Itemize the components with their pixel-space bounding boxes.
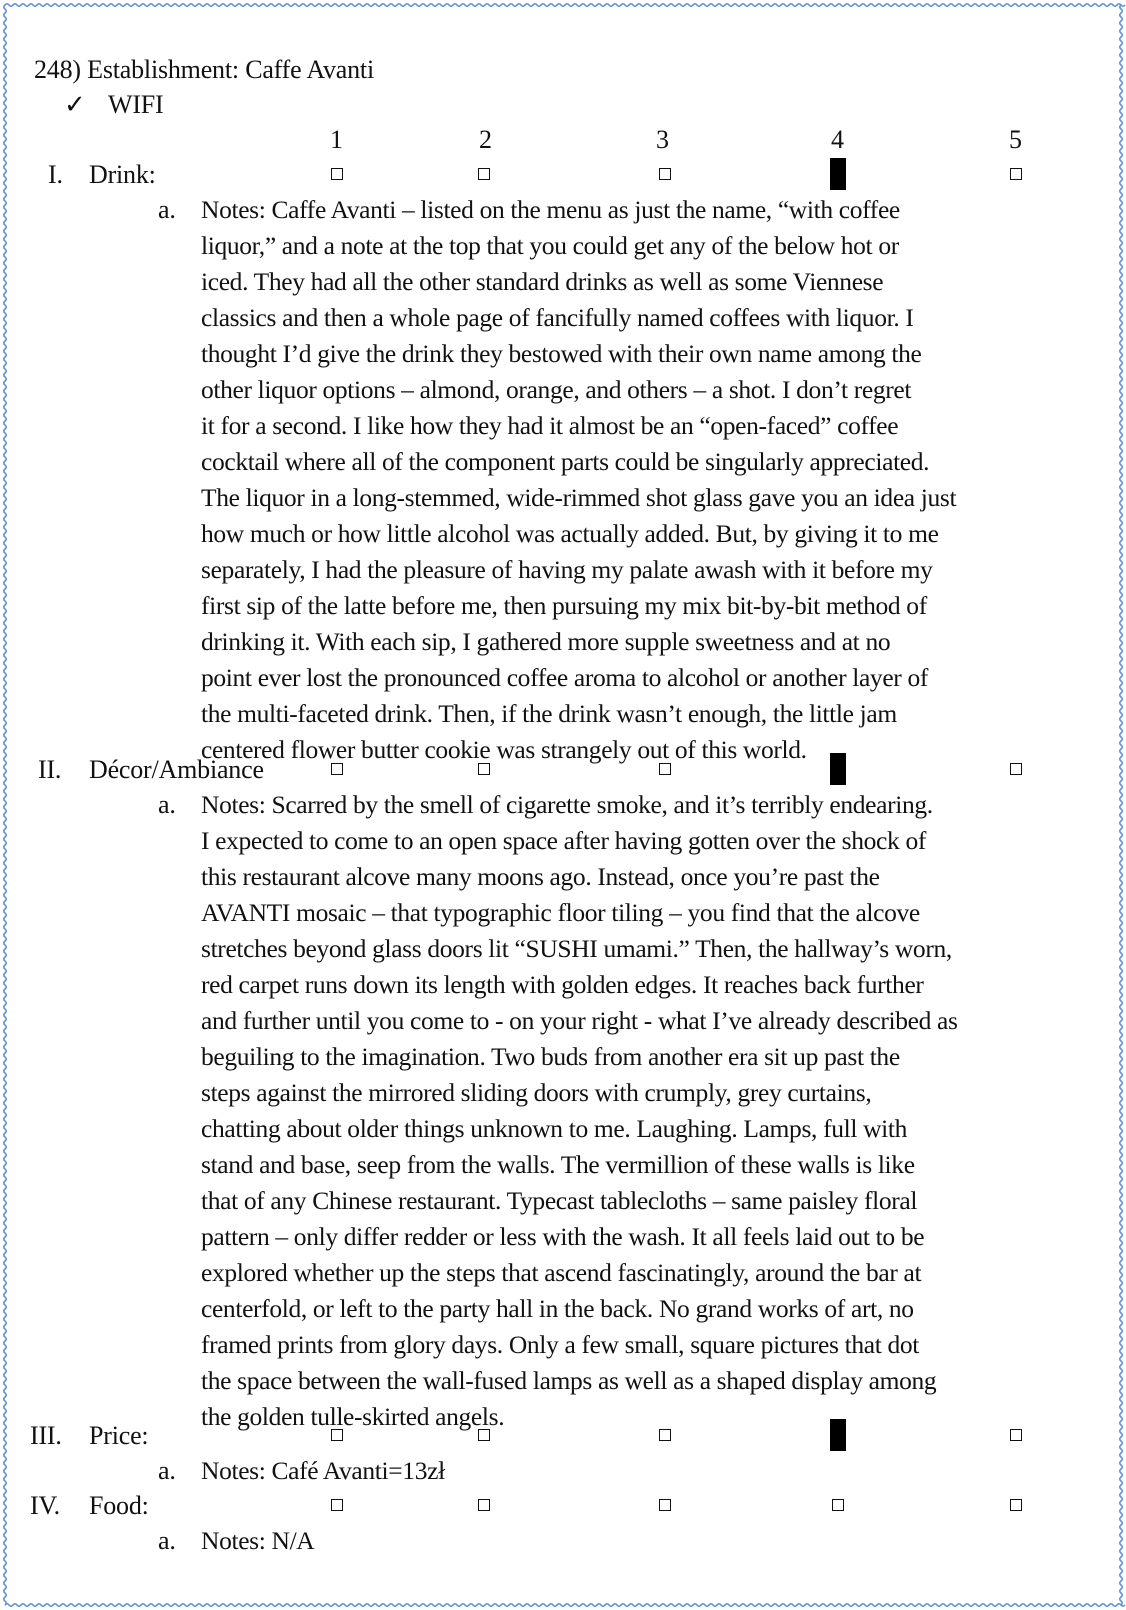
section-numeral: II. bbox=[38, 755, 62, 784]
notes-line: red carpet runs down its length with golden edges. It reaches back further bbox=[201, 970, 924, 999]
notes-line: Notes: Café Avanti=13zł bbox=[201, 1456, 445, 1485]
notes-line: the space between the wall-fused lamps as well as a shaped display among bbox=[201, 1366, 937, 1395]
rating-box-2[interactable] bbox=[478, 1499, 490, 1511]
notes-line: pattern – only differ redder or less with the wash. It all feels laid out to be bbox=[201, 1222, 925, 1251]
rating-box-2[interactable] bbox=[478, 1429, 490, 1441]
notes-line: separately, I had the pleasure of having my palate awash with it before my bbox=[201, 555, 933, 584]
notes-line: stand and base, seep from the walls. The vermillion of these walls is like bbox=[201, 1150, 915, 1179]
notes-marker: a. bbox=[158, 1526, 176, 1555]
rating-box-4-checked[interactable] bbox=[830, 753, 846, 785]
section-numeral: III. bbox=[30, 1421, 62, 1450]
notes-line: it for a second. I like how they had it almost be an “open-faced” coffee bbox=[201, 411, 899, 440]
scale-number-3: 3 bbox=[656, 125, 669, 154]
rating-box-5[interactable] bbox=[1010, 168, 1022, 180]
rating-box-5[interactable] bbox=[1010, 763, 1022, 775]
notes-marker: a. bbox=[158, 1456, 176, 1485]
rating-box-4-checked[interactable] bbox=[830, 158, 846, 190]
section-label-price: Price: bbox=[89, 1421, 149, 1450]
notes-price bbox=[201, 1453, 1106, 1489]
rating-box-3[interactable] bbox=[659, 168, 671, 180]
rating-box-1[interactable] bbox=[331, 1429, 343, 1441]
notes-line: Notes: Caffe Avanti – listed on the menu as just the name, “with coffee bbox=[201, 195, 900, 224]
scale-number-1: 1 bbox=[330, 125, 343, 154]
rating-box-3[interactable] bbox=[659, 1429, 671, 1441]
notes-marker: a. bbox=[158, 195, 176, 224]
notes-line: steps against the mirrored sliding doors with crumply, grey curtains, bbox=[201, 1078, 872, 1107]
notes-line: stretches beyond glass doors lit “SUSHI umami.” Then, the hallway’s worn, bbox=[201, 934, 952, 963]
section-numeral: IV. bbox=[30, 1491, 60, 1520]
notes-line: beguiling to the imagination. Two buds from another era sit up past the bbox=[201, 1042, 900, 1071]
scale-number-2: 2 bbox=[479, 125, 492, 154]
rating-box-1[interactable] bbox=[331, 763, 343, 775]
rating-box-2[interactable] bbox=[478, 168, 490, 180]
notes-line: centered flower butter cookie was strangely out of this world. bbox=[201, 735, 807, 764]
notes-line: iced. They had all the other standard drinks as well as some Viennese bbox=[201, 267, 884, 296]
rating-box-2[interactable] bbox=[478, 763, 490, 775]
notes-line: the multi-faceted drink. Then, if the drink wasn’t enough, the little jam bbox=[201, 699, 897, 728]
notes-food bbox=[201, 1523, 1106, 1559]
notes-line: framed prints from glory days. Only a few small, square pictures that dot bbox=[201, 1330, 920, 1359]
section-numeral: I. bbox=[48, 160, 63, 189]
entry-header: 248) Establishment: Caffe Avanti bbox=[34, 55, 374, 84]
scale-number-5: 5 bbox=[1009, 125, 1022, 154]
notes-line: first sip of the latte before me, then pursuing my mix bit-by-bit method of bbox=[201, 591, 927, 620]
rating-box-1[interactable] bbox=[331, 168, 343, 180]
section-label-decor: Décor/Ambiance bbox=[89, 755, 264, 784]
rating-box-3[interactable] bbox=[659, 1499, 671, 1511]
notes-line: explored whether up the steps that ascend fascinatingly, around the bar at bbox=[201, 1258, 922, 1287]
notes-line: and further until you come to - on your right - what I’ve already described as bbox=[201, 1006, 958, 1035]
wifi-label: WIFI bbox=[108, 90, 164, 119]
rating-box-5[interactable] bbox=[1010, 1499, 1022, 1511]
notes-marker: a. bbox=[158, 790, 176, 819]
notes-line: that of any Chinese restaurant. Typecast tablecloths – same paisley floral bbox=[201, 1186, 918, 1215]
notes-line: this restaurant alcove many moons ago. Instead, once you’re past the bbox=[201, 862, 880, 891]
section-label-drink: Drink: bbox=[89, 160, 156, 189]
scale-number-4: 4 bbox=[831, 125, 844, 154]
notes-line: thought I’d give the drink they bestowed with their own name among the bbox=[201, 339, 922, 368]
notes-line: the golden tulle-skirted angels. bbox=[201, 1402, 505, 1431]
notes-line: classics and then a whole page of fancifully named coffees with liquor. I bbox=[201, 303, 914, 332]
rating-box-5[interactable] bbox=[1010, 1429, 1022, 1441]
check-icon: ✓ bbox=[64, 90, 86, 119]
notes-line: other liquor options – almond, orange, and others – a shot. I don’t regret bbox=[201, 375, 912, 404]
rating-box-4-checked[interactable] bbox=[830, 1419, 846, 1451]
section-label-food: Food: bbox=[89, 1491, 149, 1520]
notes-line: I expected to come to an open space after having gotten over the shock of bbox=[201, 826, 926, 855]
notes-decor bbox=[201, 787, 1106, 1435]
notes-line: AVANTI mosaic – that typographic floor tiling – you find that the alcove bbox=[201, 898, 920, 927]
notes-line: Notes: Scarred by the smell of cigarette smoke, and it’s terribly endearing. bbox=[201, 790, 933, 819]
notes-line: cocktail where all of the component parts could be singularly appreciated. bbox=[201, 447, 930, 476]
notes-line: The liquor in a long-stemmed, wide-rimmed shot glass gave you an idea just bbox=[201, 483, 957, 512]
notes-line: centerfold, or left to the party hall in the back. No grand works of art, no bbox=[201, 1294, 914, 1323]
notes-drink bbox=[201, 192, 1106, 768]
notes-line: drinking it. With each sip, I gathered more supple sweetness and at no bbox=[201, 627, 891, 656]
notes-line: how much or how little alcohol was actually added. But, by giving it to me bbox=[201, 519, 939, 548]
rating-box-4[interactable] bbox=[832, 1499, 844, 1511]
notes-line: point ever lost the pronounced coffee aroma to alcohol or another layer of bbox=[201, 663, 929, 692]
rating-box-3[interactable] bbox=[659, 763, 671, 775]
rating-box-1[interactable] bbox=[331, 1499, 343, 1511]
notes-line: liquor,” and a note at the top that you could get any of the below hot or bbox=[201, 231, 899, 260]
notes-line: Notes: N/A bbox=[201, 1526, 315, 1555]
notes-line: chatting about older things unknown to me. Laughing. Lamps, full with bbox=[201, 1114, 908, 1143]
